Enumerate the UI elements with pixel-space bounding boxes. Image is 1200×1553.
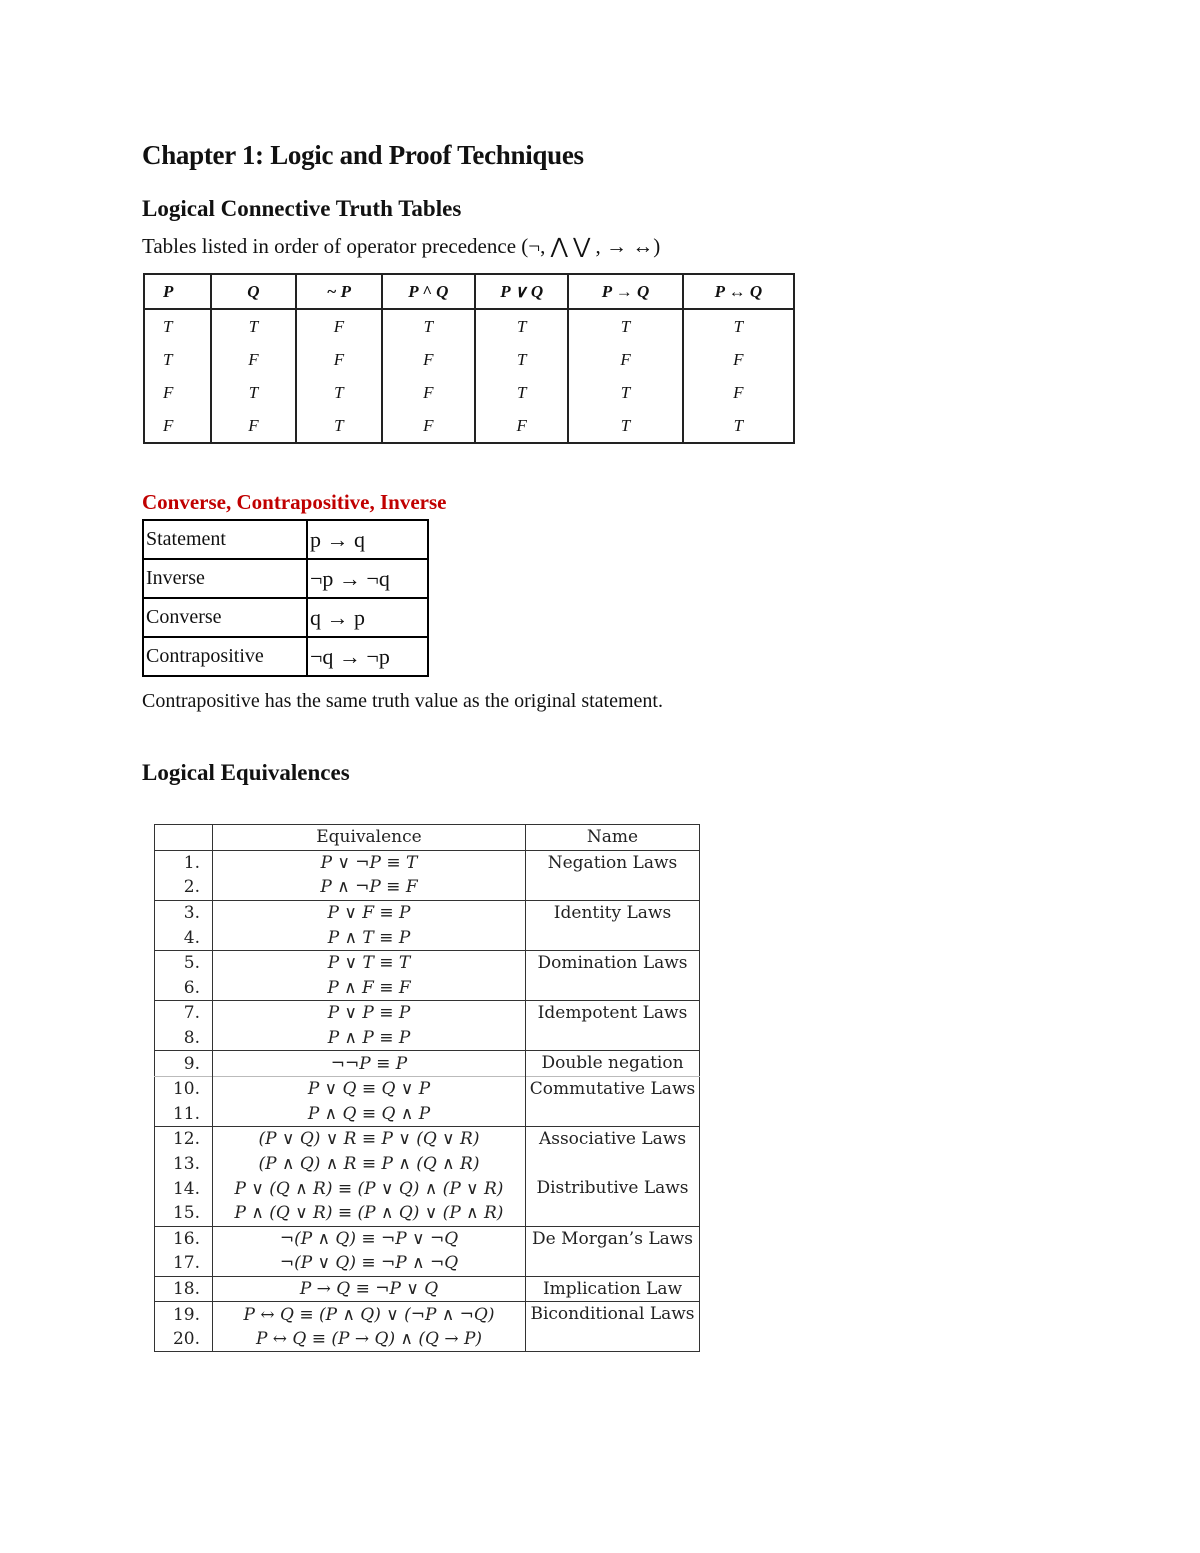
equivalence-number: 9. [155,1051,213,1077]
truth-cell: F [568,343,682,376]
equivalence-number: 2. [155,875,213,900]
equivalence-formula: (P ∨ Q) ∨ R ≡ P ∨ (Q ∨ R) [213,1127,526,1152]
equivalence-number: 6. [155,976,213,1001]
equivalence-formula: P ∧ ¬P ≡ F [213,875,526,900]
truth-header-q: Q [211,274,296,309]
equivalence-formula: P ↔ Q ≡ (P → Q) ∧ (Q → P) [213,1327,526,1352]
equivalences-table [154,824,700,1352]
cci-label: Inverse [143,559,307,598]
equivalence-number: 20. [155,1327,213,1352]
equivalence-number: 3. [155,900,213,925]
law-name: Associative Laws [526,1127,700,1177]
cci-row [143,520,428,559]
truth-cell: F [683,376,794,409]
truth-cell: T [144,309,211,343]
law-name: Double negation [526,1051,700,1077]
equivalence-row [155,950,700,975]
law-name: Commutative Laws [526,1076,700,1126]
equivalence-row [155,1076,700,1101]
equivalence-row [155,850,700,875]
cci-value: ¬q → ¬p [307,637,428,676]
cci-label: Contrapositive [143,637,307,676]
equivalence-number: 19. [155,1302,213,1327]
truth-table-row [144,409,794,443]
truth-cell: T [296,409,381,443]
equivalence-formula: P ∧ T ≡ P [213,925,526,950]
truth-cell: T [475,376,568,409]
truth-table-row [144,376,794,409]
truth-cell: F [382,343,475,376]
truth-cell: T [568,376,682,409]
truth-cell: F [296,343,381,376]
contrapositive-note: Contrapositive has the same truth value as the original statement. [142,690,663,712]
equivalence-row [155,1176,700,1201]
equivalence-row [155,1051,700,1077]
truth-cell: T [475,343,568,376]
equivalence-number: 10. [155,1076,213,1101]
truth-cell: F [144,409,211,443]
truth-cell: T [475,309,568,343]
cci-value: ¬p → ¬q [307,559,428,598]
law-name: Negation Laws [547,852,678,873]
equivalence-row [155,900,700,925]
law-name: Biconditional Laws [526,1302,700,1352]
truth-cell: T [568,409,682,443]
equivalence-number: 5. [155,950,213,975]
law-name: Implication Law [526,1276,700,1302]
truth-cell: T [211,309,296,343]
chapter-title: Chapter 1: Logic and Proof Techniques [142,140,584,170]
truth-cell: T [296,376,381,409]
equivalence-formula: P → Q ≡ ¬P ∨ Q [213,1276,526,1302]
truth-cell: T [683,309,794,343]
truth-cell: F [211,409,296,443]
equivalence-number: 7. [155,1001,213,1026]
truth-cell: F [475,409,568,443]
cci-heading: Converse, Contrapositive, Inverse [142,490,447,514]
equivalence-formula: (P ∧ Q) ∧ R ≡ P ∧ (Q ∧ R) [213,1152,526,1177]
cci-label: Converse [143,598,307,637]
cci-label: Statement [143,520,307,559]
truth-header-p: P [144,274,211,309]
number-header [155,825,213,851]
equivalence-number: 17. [155,1251,213,1276]
equivalence-formula: P ∨ F ≡ P [213,900,526,925]
law-name: Idempotent Laws [526,1001,700,1051]
equivalence-row [155,1001,700,1026]
equivalence-number: 16. [155,1226,213,1251]
cci-row [143,559,428,598]
truth-table-row [144,309,794,343]
equivalence-formula: ¬¬P ≡ P [213,1051,526,1077]
truth-cell: T [568,309,682,343]
equivalence-row [155,1127,700,1152]
equivalence-formula: P ∧ F ≡ F [213,976,526,1001]
law-name: De Morgan’s Laws [526,1226,700,1276]
cci-table [142,519,429,677]
truth-header-and: P ^ Q [382,274,475,309]
equivalence-formula: P ∨ Q ≡ Q ∨ P [213,1076,526,1101]
truth-cell: F [211,343,296,376]
truth-cell: T [211,376,296,409]
truth-header-not-p: ~ P [296,274,381,309]
law-name: Domination Laws [526,950,700,1000]
truth-table-header-row [144,274,794,309]
truth-cell: F [296,309,381,343]
name-header: Name [526,825,700,851]
equivalence-formula: P ↔ Q ≡ (P ∧ Q) ∨ (¬P ∧ ¬Q) [213,1302,526,1327]
truth-cell: F [382,409,475,443]
equivalence-formula: P ∨ T ≡ T [213,950,526,975]
cci-value: p → q [307,520,428,559]
cci-value: q → p [307,598,428,637]
truth-header-implies: P → Q [568,274,682,309]
equivalence-number: 8. [155,1026,213,1051]
truth-cell: F [382,376,475,409]
equivalence-formula: P ∨ P ≡ P [213,1001,526,1026]
truth-cell: T [144,343,211,376]
equivalence-number: 1. [155,850,213,875]
equivalence-number: 4. [155,925,213,950]
law-name: Identity Laws [526,900,700,950]
equivalence-formula: P ∧ Q ≡ Q ∧ P [213,1102,526,1127]
precedence-note: Tables listed in order of operator precedence (¬, ⋀ ⋁ , → ↔) [142,234,661,258]
equivalence-row [155,1276,700,1302]
equivalence-formula: P ∨ (Q ∧ R) ≡ (P ∨ Q) ∧ (P ∨ R) [213,1176,526,1201]
equivalence-header: Equivalence [213,825,526,851]
truth-cell: T [382,309,475,343]
truth-header-or: P ∨ Q [475,274,568,309]
law-name: Distributive Laws [536,1178,689,1199]
cci-row [143,637,428,676]
equivalence-formula: P ∨ ¬P ≡ T [213,850,526,875]
equivalence-formula: ¬(P ∧ Q) ≡ ¬P ∨ ¬Q [213,1226,526,1251]
equivalence-formula: ¬(P ∨ Q) ≡ ¬P ∧ ¬Q [213,1251,526,1276]
equivalence-number: 13. [155,1152,213,1177]
equivalence-row [155,1302,700,1327]
equivalence-number: 12. [155,1127,213,1152]
equivalences-heading: Logical Equivalences [142,760,350,785]
equivalence-formula: P ∧ P ≡ P [213,1026,526,1051]
equivalence-formula: P ∧ (Q ∨ R) ≡ (P ∧ Q) ∨ (P ∧ R) [213,1201,526,1226]
truth-table [143,273,795,444]
equivalence-number: 11. [155,1102,213,1127]
equivalence-number: 18. [155,1276,213,1302]
truth-cell: F [144,376,211,409]
truth-table-row [144,343,794,376]
equivalence-number: 14. [155,1176,213,1201]
equivalence-number: 15. [155,1201,213,1226]
equivalence-row [155,1226,700,1251]
truth-cell: F [683,343,794,376]
cci-row [143,598,428,637]
truth-cell: T [683,409,794,443]
truth-header-iff: P ↔ Q [683,274,794,309]
truth-tables-heading: Logical Connective Truth Tables [142,196,462,221]
equivalences-header-row [155,825,700,851]
